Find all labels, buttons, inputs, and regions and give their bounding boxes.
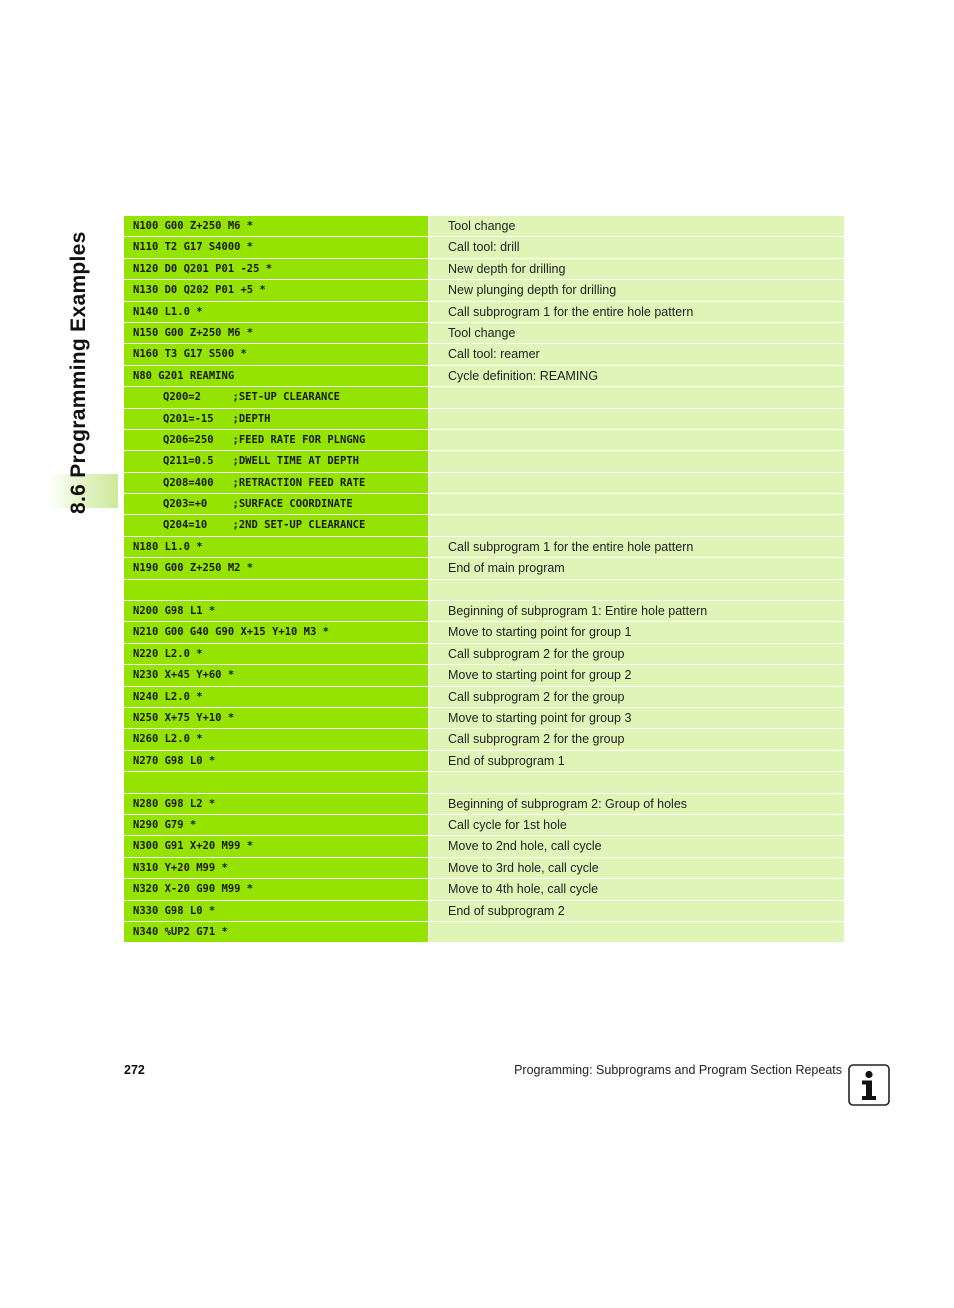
chapter-title: Programming: Subprograms and Program Section Repeats bbox=[514, 1063, 842, 1077]
code-comment: Call subprogram 2 for the group bbox=[429, 687, 844, 707]
program-row bbox=[124, 815, 844, 835]
code-comment bbox=[429, 430, 844, 450]
code-comment: Move to 4th hole, call cycle bbox=[429, 879, 844, 899]
nc-code: N280 G98 L2 * bbox=[124, 794, 428, 814]
info-icon bbox=[848, 1064, 890, 1106]
section-title: 8.6 Programming Examples bbox=[67, 231, 90, 514]
nc-code: Q203=+0 ;SURFACE COORDINATE bbox=[124, 494, 428, 514]
program-row bbox=[124, 794, 844, 814]
code-comment: Move to 3rd hole, call cycle bbox=[429, 858, 844, 878]
page-number: 272 bbox=[124, 1063, 145, 1077]
nc-code: N220 L2.0 * bbox=[124, 644, 428, 664]
program-row bbox=[124, 494, 844, 514]
code-comment: Call subprogram 2 for the group bbox=[429, 729, 844, 749]
nc-code: N140 L1.0 * bbox=[124, 302, 428, 322]
code-comment bbox=[429, 772, 844, 792]
code-comment: Beginning of subprogram 1: Entire hole pattern bbox=[429, 601, 844, 621]
program-row bbox=[124, 387, 844, 407]
program-row bbox=[124, 836, 844, 856]
nc-code: Q200=2 ;SET-UP CLEARANCE bbox=[124, 387, 428, 407]
code-comment bbox=[429, 922, 844, 942]
program-row bbox=[124, 601, 844, 621]
nc-code: N130 D0 Q202 P01 +5 * bbox=[124, 280, 428, 300]
nc-code: N230 X+45 Y+60 * bbox=[124, 665, 428, 685]
nc-code: N270 G98 L0 * bbox=[124, 751, 428, 771]
code-comment: Call tool: reamer bbox=[429, 344, 844, 364]
nc-code: N330 G98 L0 * bbox=[124, 901, 428, 921]
program-row bbox=[124, 858, 844, 878]
nc-code: N160 T3 G17 S500 * bbox=[124, 344, 428, 364]
code-comment: Move to 2nd hole, call cycle bbox=[429, 836, 844, 856]
program-row bbox=[124, 644, 844, 664]
nc-code: Q201=-15 ;DEPTH bbox=[124, 409, 428, 429]
program-row bbox=[124, 237, 844, 257]
nc-code: Q211=0.5 ;DWELL TIME AT DEPTH bbox=[124, 451, 428, 471]
nc-code: Q204=10 ;2ND SET-UP CLEARANCE bbox=[124, 515, 428, 535]
program-listing bbox=[124, 216, 844, 943]
program-row bbox=[124, 366, 844, 386]
code-comment: End of subprogram 2 bbox=[429, 901, 844, 921]
code-comment: Tool change bbox=[429, 216, 844, 236]
nc-code: N150 G00 Z+250 M6 * bbox=[124, 323, 428, 343]
nc-code: N100 G00 Z+250 M6 * bbox=[124, 216, 428, 236]
program-row bbox=[124, 879, 844, 899]
code-comment: Move to starting point for group 2 bbox=[429, 665, 844, 685]
program-row bbox=[124, 558, 844, 578]
program-row bbox=[124, 708, 844, 728]
program-row bbox=[124, 901, 844, 921]
program-row bbox=[124, 729, 844, 749]
program-row bbox=[124, 537, 844, 557]
program-row bbox=[124, 922, 844, 942]
code-comment: Cycle definition: REAMING bbox=[429, 366, 844, 386]
code-comment: Call subprogram 1 for the entire hole pattern bbox=[429, 537, 844, 557]
program-row bbox=[124, 344, 844, 364]
nc-code: N260 L2.0 * bbox=[124, 729, 428, 749]
code-comment bbox=[429, 580, 844, 600]
program-row bbox=[124, 687, 844, 707]
code-comment: Move to starting point for group 3 bbox=[429, 708, 844, 728]
code-comment: New depth for drilling bbox=[429, 259, 844, 279]
program-row bbox=[124, 580, 844, 600]
code-comment bbox=[429, 515, 844, 535]
nc-code bbox=[124, 772, 428, 792]
program-row bbox=[124, 259, 844, 279]
code-comment: New plunging depth for drilling bbox=[429, 280, 844, 300]
program-row bbox=[124, 515, 844, 535]
nc-code: N250 X+75 Y+10 * bbox=[124, 708, 428, 728]
code-comment: Call subprogram 2 for the group bbox=[429, 644, 844, 664]
code-comment bbox=[429, 409, 844, 429]
program-row bbox=[124, 772, 844, 792]
code-comment: Call cycle for 1st hole bbox=[429, 815, 844, 835]
nc-code: N300 G91 X+20 M99 * bbox=[124, 836, 428, 856]
nc-code bbox=[124, 580, 428, 600]
program-row bbox=[124, 451, 844, 471]
nc-code: N240 L2.0 * bbox=[124, 687, 428, 707]
code-comment: End of main program bbox=[429, 558, 844, 578]
nc-code: N120 D0 Q201 P01 -25 * bbox=[124, 259, 428, 279]
nc-code: N340 %UP2 G71 * bbox=[124, 922, 428, 942]
program-row bbox=[124, 409, 844, 429]
nc-code: N310 Y+20 M99 * bbox=[124, 858, 428, 878]
program-row bbox=[124, 430, 844, 450]
program-row bbox=[124, 665, 844, 685]
code-comment: Beginning of subprogram 2: Group of holes bbox=[429, 794, 844, 814]
nc-code: N290 G79 * bbox=[124, 815, 428, 835]
code-comment: End of subprogram 1 bbox=[429, 751, 844, 771]
nc-code: N80 G201 REAMING bbox=[124, 366, 428, 386]
program-row bbox=[124, 473, 844, 493]
nc-code: N190 G00 Z+250 M2 * bbox=[124, 558, 428, 578]
program-row bbox=[124, 622, 844, 642]
nc-code: Q208=400 ;RETRACTION FEED RATE bbox=[124, 473, 428, 493]
program-row bbox=[124, 751, 844, 771]
code-comment bbox=[429, 494, 844, 514]
nc-code: N320 X-20 G90 M99 * bbox=[124, 879, 428, 899]
code-comment bbox=[429, 473, 844, 493]
nc-code: N180 L1.0 * bbox=[124, 537, 428, 557]
nc-code: N210 G00 G40 G90 X+15 Y+10 M3 * bbox=[124, 622, 428, 642]
program-row bbox=[124, 216, 844, 236]
code-comment: Tool change bbox=[429, 323, 844, 343]
code-comment bbox=[429, 451, 844, 471]
code-comment bbox=[429, 387, 844, 407]
nc-code: Q206=250 ;FEED RATE FOR PLNGNG bbox=[124, 430, 428, 450]
nc-code: N110 T2 G17 S4000 * bbox=[124, 237, 428, 257]
program-row bbox=[124, 323, 844, 343]
program-row bbox=[124, 302, 844, 322]
code-comment: Move to starting point for group 1 bbox=[429, 622, 844, 642]
code-comment: Call subprogram 1 for the entire hole pattern bbox=[429, 302, 844, 322]
code-comment: Call tool: drill bbox=[429, 237, 844, 257]
nc-code: N200 G98 L1 * bbox=[124, 601, 428, 621]
program-row bbox=[124, 280, 844, 300]
